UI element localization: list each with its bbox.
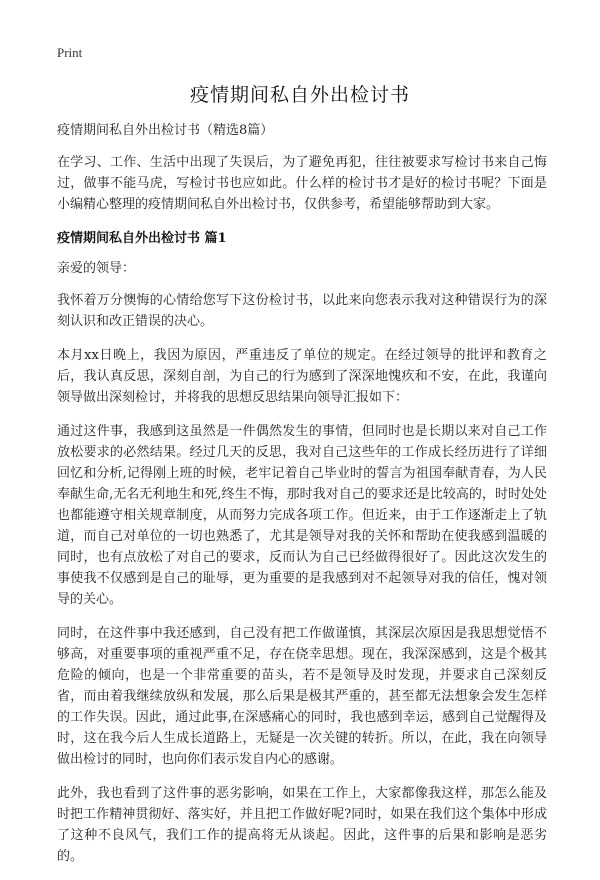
greeting: 亲爱的领导： <box>57 261 136 276</box>
document-subtitle: 疫情期间私自外出检讨书（精选8篇） <box>57 123 274 138</box>
body-paragraph: 同时，在这件事中我还感到，自己没有把工作做谨慎，其深层次原因是我思想觉悟不够高，对重要事项的重视严重不足，存在侥幸思想。现在，我深深感到，这是个极其危险的倾向，也是一个非常重要的苗头，若不是领导及时发现，并要求自己深刻反省，而由着我继续放纵和发展，那么后果是极其严重的，甚至都无法想象会发生怎样的工作失误。因此，通过此事,在深感痛心的同时，我也感到幸运，感到自己觉醒得及时，这在我今后人生成长道路上，无疑是一次关键的转折。所以，在此，我在向领导做出检讨的同时，也向你们表示发自内心的感谢。 <box>57 626 547 767</box>
body-paragraph: 我怀着万分懊悔的心情给您写下这份检讨书，以此来向您表示我对这种错误行为的深刻认识和改正错误的决心。 <box>57 293 547 329</box>
body-paragraph: 通过这件事，我感到这虽然是一件偶然发生的事情，但同时也是长期以来对自己工作放松要求的必然结果。经过几天的反思，我对自己这些年的工作成长经历进行了详细回忆和分析,记得刚上班的时候，老牢记着自己毕业时的誓言为祖国奉献青春，为人民奉献生命,无名无利地生和死,终生不悔，那时我对自己的要求还是比较高的，时时处处也都能遵守相关规章制度，从而努力完成各项工作。但近来，由于工作逐渐走上了轨道，而自己对单位的一切也熟悉了，尤其是领导对我的关怀和帮助在使我感到温暖的同时，也有点放松了对自己的要求，反而认为自己已经做得很好了。因此这次发生的事使我不仅感到是自己的耻辱，更为重要的是我感到对不起领导对我的信任，愧对领导的关心。 <box>57 424 547 607</box>
section-heading: 疫情期间私自外出检讨书 篇1 <box>57 231 227 246</box>
document-body <box>57 120 547 880</box>
page-title: 疫情期间私自外出检讨书 <box>189 84 410 106</box>
print-link[interactable]: Print <box>57 45 83 60</box>
body-paragraph: 此外，我也看到了这件事的恶劣影响，如果在工作上，大家都像我这样，那怎么能及时把工作精神贯彻好、落实好，并且把工作做好呢?同时，如果在我们这个集体中形成了这种不良风气，我们工作的提高将无从谈起。因此，这件事的后果和影响是恶劣的。 <box>57 786 547 864</box>
intro-paragraph: 在学习、工作、生活中出现了失误后，为了避免再犯，往往被要求写检讨书来自己悔过，做事不能马虎，写检讨书也应如此。什么样的检讨书才是好的检讨书呢？下面是小编精心整理的疫情期间私自外出检讨书，仅供参考，希望能够帮助到大家。 <box>57 155 547 212</box>
body-paragraph: 本月xx日晚上，我因为原因，严重违反了单位的规定。在经过领导的批评和教育之后，我认真反思，深刻自剖，为自己的行为感到了深深地愧疚和不安，在此，我谨向领导做出深刻检讨，并将我的思想反思结果向领导汇报如下： <box>57 348 547 405</box>
